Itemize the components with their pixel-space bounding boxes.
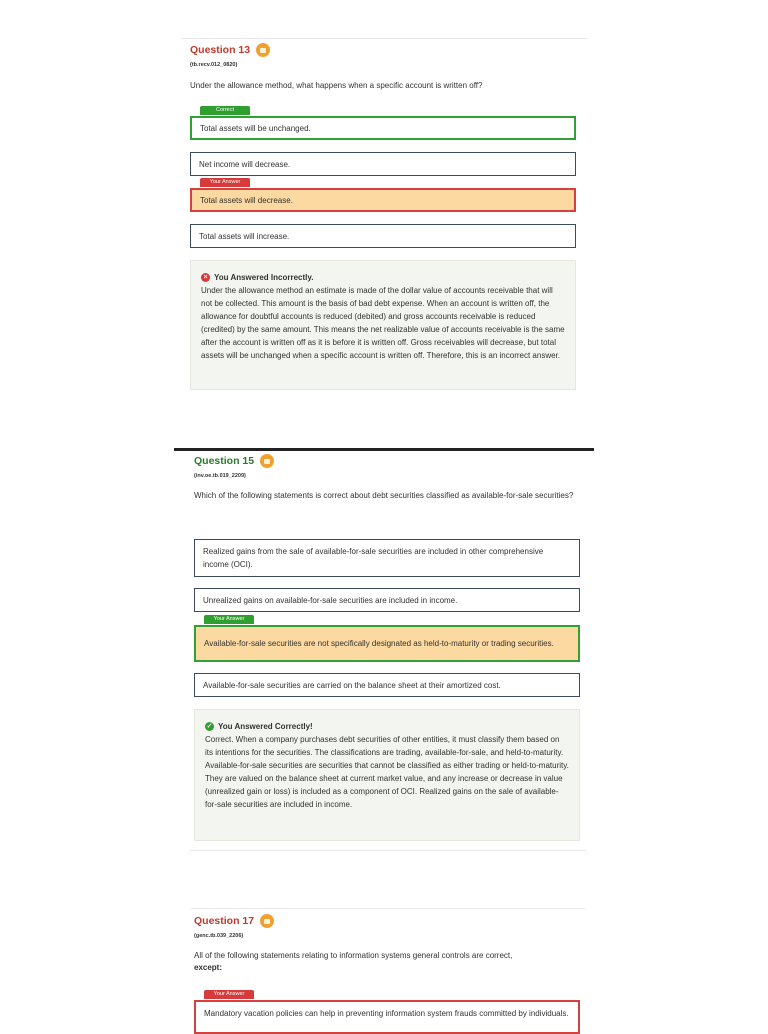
question-text: Which of the following statements is correct about debt securities classified as available-for-sale securities?: [194, 491, 574, 500]
feedback-body: Under the allowance method an estimate is made of the dollar value of accounts receivable that will not be collected. This amount is the basis of bad debt expense. When an account is written off, the allowance for doubtful accounts is reduced (debited) and gross accounts receivable is reduced (credited) by the same amount. This means the net realizable value of accounts receivable is the same after the account is written off as it is before it is written off. Gross receivables will decrease, but total assets will be unchanged when a specific account is written off. Therefore, this is an incorrect answer.: [201, 286, 565, 360]
feedback-body: Correct. When a company purchases debt securities of other entities, it must classify them based on its intentions for the securities. The classifications are trading, available-for-sale, and held-to-maturity. Available-for-sale securities are securities that cannot be classified as either trading or held-to-maturity. They are valued on the balance sheet at current market value, and any increase or decrease in value (unrealized gain or loss) is included as a component of OCI. Realized gains on the sale of available-for-sale securities are included in income.: [205, 735, 569, 809]
flag-icon[interactable]: [260, 914, 274, 928]
question-title: Question 17: [194, 915, 255, 927]
flag-icon[interactable]: [256, 43, 270, 57]
answer-option-a[interactable]: Realized gains from the sale of available-for-sale securities are included in other comprehensive income (OCI).: [194, 539, 580, 577]
feedback-panel: [190, 260, 576, 390]
top-divider: [190, 908, 586, 909]
question-text: [194, 950, 586, 974]
question-17-header: [194, 914, 274, 928]
check-icon: ✓: [206, 723, 213, 730]
answer-option-c[interactable]: Available-for-sale securities are not specifically designated as held-to-maturity or trading securities.: [194, 625, 580, 662]
section-divider: [174, 448, 594, 451]
question-13-header: [190, 43, 270, 57]
bottom-divider: [190, 850, 586, 851]
question-text-main: All of the following statements relating to information systems general controls are correct,: [194, 951, 513, 960]
answer-option-a[interactable]: Mandatory vacation policies can help in preventing information system frauds committed by individuals.: [194, 1000, 580, 1034]
feedback-header: [201, 271, 565, 284]
feedback-panel: [194, 709, 580, 841]
feedback-title: You Answered Correctly!: [218, 722, 313, 731]
question-code: (tb.recv.012_0820): [190, 62, 238, 68]
flag-icon[interactable]: [260, 454, 274, 468]
question-title: Question 13: [190, 44, 251, 56]
answer-option-c[interactable]: Total assets will decrease.: [190, 188, 576, 212]
top-divider: [182, 38, 587, 39]
question-code: (genc.tb.039_2206): [194, 933, 244, 939]
your-answer-tag: Your Answer: [204, 990, 254, 999]
question-code: (inv.oe.tb.019_2209): [194, 473, 246, 479]
your-answer-tag: Your Answer: [204, 615, 254, 624]
feedback-title: You Answered Incorrectly.: [214, 273, 314, 282]
error-icon: ×: [201, 273, 210, 282]
question-text-except: except:: [194, 963, 223, 972]
answer-option-d[interactable]: Total assets will increase.: [190, 224, 576, 248]
question-text: Under the allowance method, what happens when a specific account is written off?: [190, 81, 483, 90]
correct-tag: Correct: [200, 106, 250, 115]
feedback-header: [205, 720, 569, 733]
answer-option-b[interactable]: Unrealized gains on available-for-sale securities are included in income.: [194, 588, 580, 612]
answer-option-b[interactable]: Net income will decrease.: [190, 152, 576, 176]
question-15-header: [194, 454, 274, 468]
answer-option-a[interactable]: Total assets will be unchanged.: [190, 116, 576, 140]
answer-option-d[interactable]: Available-for-sale securities are carried on the balance sheet at their amortized cost.: [194, 673, 580, 697]
your-answer-tag: Your Answer: [200, 178, 250, 187]
question-title: Question 15: [194, 455, 255, 467]
